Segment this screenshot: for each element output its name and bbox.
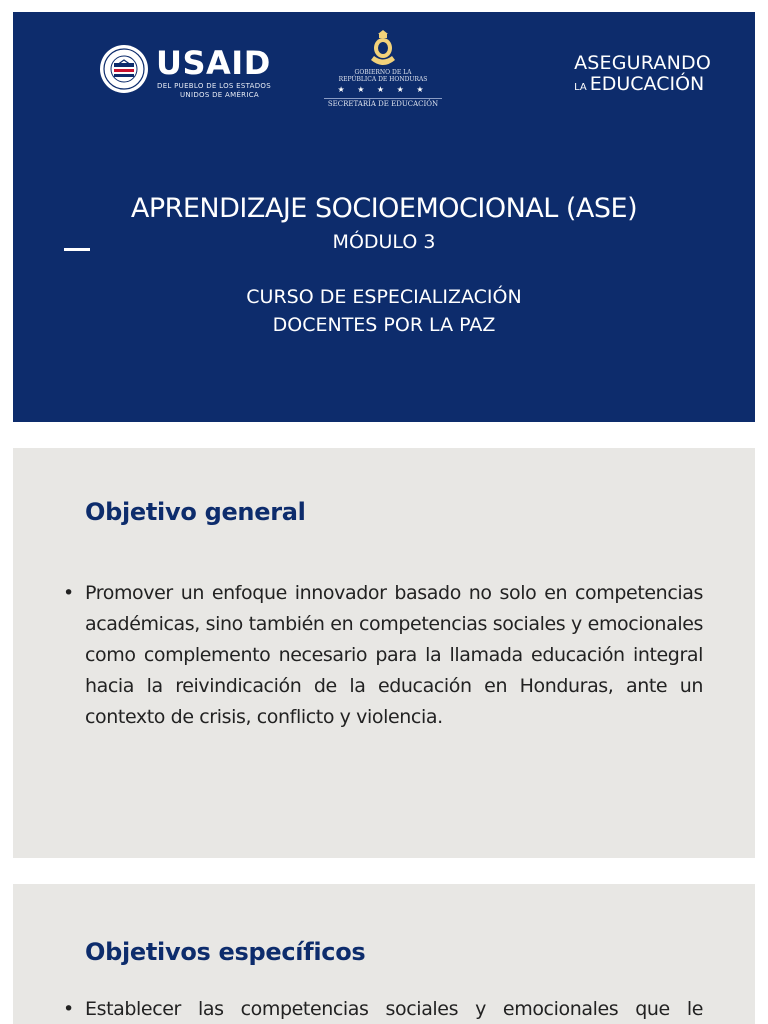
government-secretaria: SECRETARÍA DE EDUCACIÓN xyxy=(327,100,439,108)
specific-objectives-list xyxy=(63,994,703,1024)
usaid-seal-icon xyxy=(99,44,149,94)
honduras-coat-of-arms-icon xyxy=(316,30,450,70)
government-divider xyxy=(324,98,442,99)
government-line-1: GOBIERNO DE LA xyxy=(354,69,412,76)
program-line-2 xyxy=(574,75,711,94)
general-objective-slide xyxy=(13,448,755,858)
course-line-2: DOCENTES POR LA PAZ xyxy=(272,314,496,336)
module-label: MÓDULO 3 xyxy=(332,231,436,253)
list-item xyxy=(63,994,703,1024)
course-line-1: CURSO DE ESPECIALIZACIÓN xyxy=(246,286,522,308)
program-line-1: ASEGURANDO xyxy=(574,52,711,74)
slide-title: APRENDIZAJE SOCIOEMOCIONAL (ASE) xyxy=(130,193,638,224)
usaid-tagline-1: DEL PUEBLO DE LOS ESTADOS xyxy=(157,82,271,90)
usaid-wordmark: USAID xyxy=(156,44,271,82)
bullet-marker: • xyxy=(63,998,74,1020)
specific-objectives-slide xyxy=(13,884,755,1024)
general-objective-text: Promover un enfoque innovador basado no solo en competencias académicas, sino también en competencias sociales y emocionales como complemento necesario para la llamada educación integral hacia la reivindicación de la educación en Honduras, ante un contexto de crisis, conflicto y violencia. xyxy=(85,582,703,728)
general-objective-list xyxy=(63,578,703,733)
government-stars: ★ ★ ★ ★ ★ xyxy=(337,85,429,94)
usaid-tagline-2: UNIDOS DE AMÉRICA xyxy=(180,91,259,99)
list-item xyxy=(63,578,703,733)
specific-objectives-heading: Objetivos específicos xyxy=(85,938,366,966)
program-line-2-word: EDUCACIÓN xyxy=(589,73,705,95)
usaid-logo xyxy=(56,44,271,119)
government-logo xyxy=(316,30,450,120)
program-line-2-prefix: LA xyxy=(574,82,587,93)
general-objective-heading: Objetivo general xyxy=(85,498,306,526)
program-logo xyxy=(574,54,711,94)
title-slide xyxy=(13,12,755,422)
specific-objective-text: Establecer las competencias sociales y emocionales que le xyxy=(85,998,703,1020)
government-line-2: REPÚBLICA DE HONDURAS xyxy=(338,76,428,83)
bullet-marker: • xyxy=(63,582,74,604)
